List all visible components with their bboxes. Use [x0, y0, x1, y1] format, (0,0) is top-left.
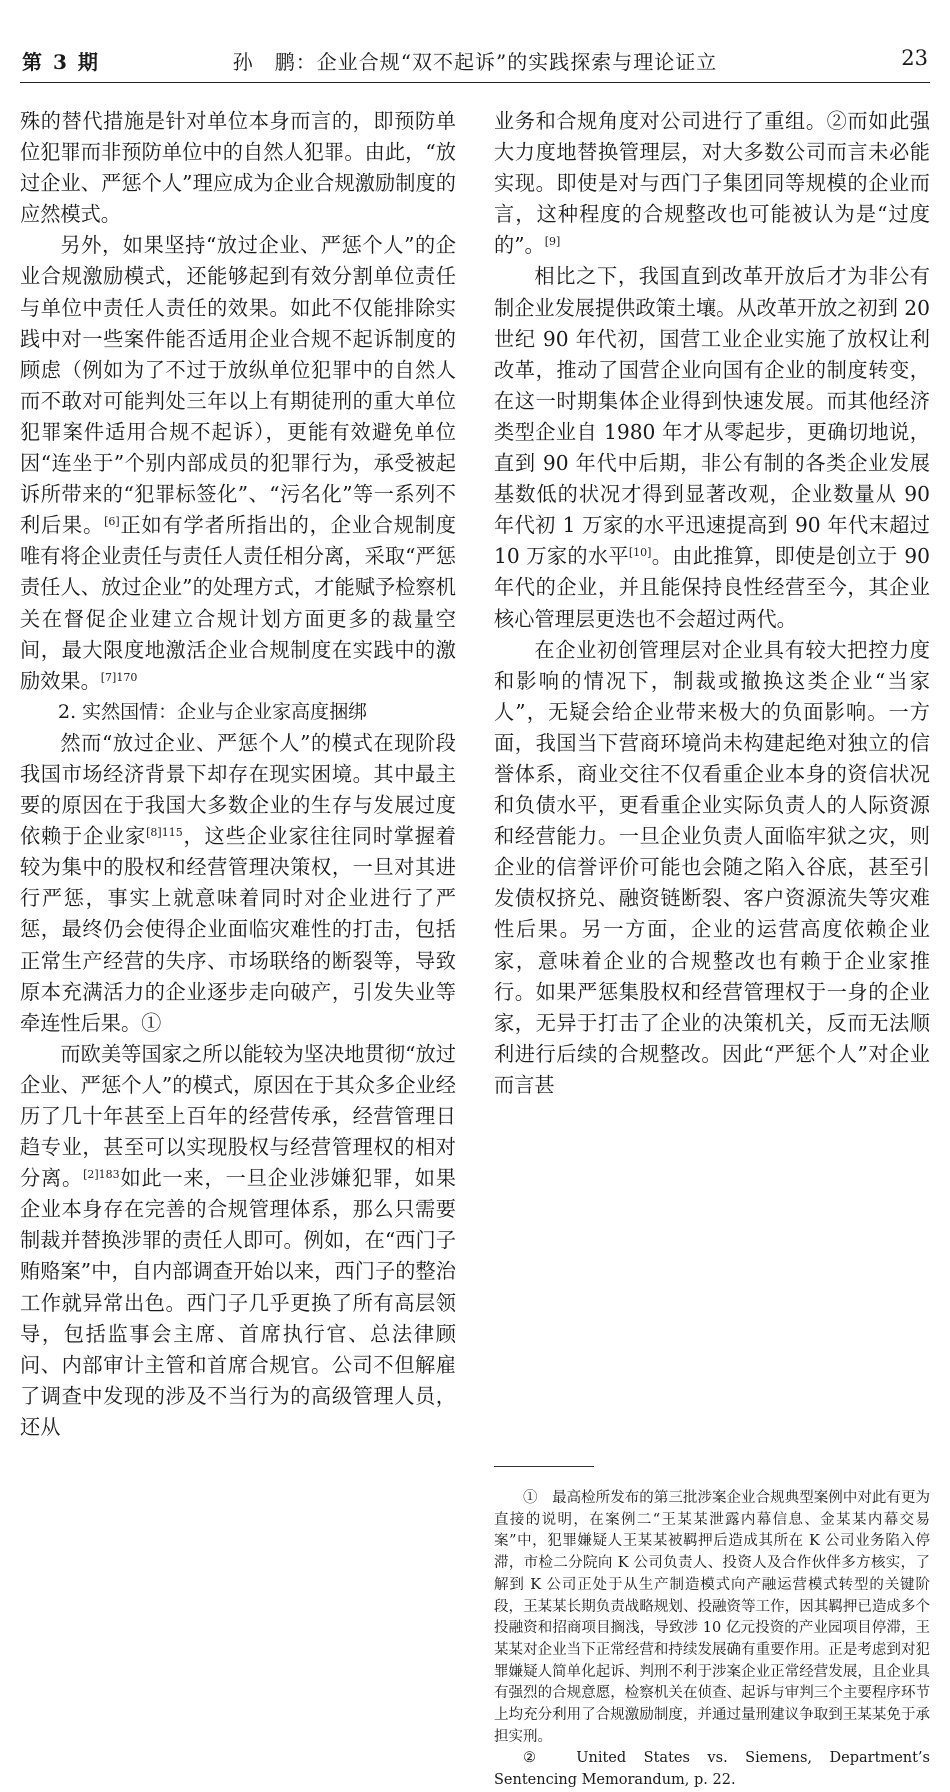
citation: [6]: [104, 515, 120, 529]
running-title: 孙 鹏：企业合规“双不起诉”的实践探索与理论证立: [232, 50, 718, 74]
section-subheading: 2. 实然国情：企业与企业家高度捆绑: [58, 700, 368, 723]
paragraph: 另外，如果坚持“放过企业、严惩个人”的企业合规激励模式，还能够起到有效分割单位责任与单位中责任人责任的效果。如此不仅能排除实践中对一些案件能否适用企业合规不起诉制度的顾虑（例如为了不过于放纵单位犯罪中的自然人而不敢对可能判处三年以上有期徒刑的重大单位犯罪案件适用合规不起诉），更能有效避免单位因“连坐于”个别内部成员的犯罪行为，承受被起诉所带来的“犯罪标签化”、“污名化”等一系列不利后果。[6]正如有学者所指出的，企业合规制度唯有将企业责任与责任人责任相分离，采取“严惩责任人、放过企业”的处理方式，才能赋予检察机关在督促企业建立合规计划方面更多的裁量空间，最大限度地激活企业合规制度在实践中的激励效果。$^{[7]170}$: [20, 233, 456, 693]
running-header: [22, 46, 928, 76]
footnote-marker: ①: [141, 1010, 162, 1035]
paragraph: 而欧美等国家之所以能较为坚决地贯彻“放过企业、严惩个人”的模式，原因在于其众多企业经历了几十年甚至上百年的经营传承，经营管理日趋专业，甚至可以实现股权与经营管理权的相对分离。$^{[2]183}$如此一来，一旦企业涉嫌犯罪，如果企业本身存在完善的合规管理体系，那么只需要制裁并替换涉罪的责任人即可。例如，在“西门子贿赂案”中，自内部调查开始以来，西门子的整治工作就异常出色。西门子几乎更换了所有高层领导，包括监事会主席、首席执行官、总法律顾问、内部审计主管和首席合规官。公司不但解雇了调查中发现的涉及不当行为的高级管理人员，还从: [20, 1041, 456, 1439]
footnote-rule: [494, 1466, 594, 1467]
paragraph: 在企业初创管理层对企业具有较大把控力度和影响的情况下，制裁或撤换这类企业“当家人”，无疑会给企业带来极大的负面影响。一方面，我国当下营商环境尚未构建起绝对独立的信誉体系，商业交往不仅看重企业本身的资信状况和负债水平，更看重企业实际负责人的人际资源和经营能力。一旦企业负责人面临牢狱之灾，则企业的信誉评价可能也会随之陷入谷底，甚至引发债权挤兑、融资链断裂、客户资源流失等灾难性后果。另一方面，企业的运营高度依赖企业家，意味着企业的合规整改也有赖于企业家推行。如果严惩集股权和经营管理权于一身的企业家，无异于打击了企业的决策机关，反而无法顺利进行后续的合规整改。因此“严惩个人”对企业而言甚: [494, 637, 930, 1097]
citation: [9]: [544, 235, 561, 249]
paragraph: 殊的替代措施是针对单位本身而言的，即预防单位犯罪而非预防单位中的自然人犯罪。由此，“放过企业、严惩个人”理应成为企业合规激励制度的应然模式。: [20, 109, 456, 227]
citation: [10]: [628, 546, 652, 560]
paragraph: 相比之下，我国直到改革开放后才为非公有制企业发展提供政策土壤。从改革开放之初到 20 世纪 90 年代初，国营工业企业实施了放权让利改革，推动了国营企业向国有企业的制度转变，在这一时期集体企业得到快速发展。而其他经济类型企业自 1980 年才从零起步，更确切地说，直到 90 年代中后期，非公有制的各类企业发展基数低的状况才得到显著改观，企业数量从 90 年代初 1 万家的水平迅速提高到 90 年代末超过 10 万家的水平[10]。由此推算，即使是创立于 90 年代的企业，并且能保持良性经营至今，其企业核心管理层更迭也不会超过两代。: [494, 264, 930, 631]
issue-number: 第 3 期: [22, 50, 100, 74]
left-column: [20, 106, 456, 1443]
footnote: ② United States vs. Siemens, Department’s Sentencing Memorandum, p. 22.: [494, 1750, 930, 1789]
page-number: 23: [901, 46, 928, 70]
right-column: [494, 106, 930, 1101]
citation: [8]115: [146, 826, 183, 840]
footnotes: [494, 1488, 930, 1792]
paragraph: 然而“放过企业、严惩个人”的模式在现阶段我国市场经济背景下却存在现实困境。其中最主要的原因在于我国大多数企业的生存与发展过度依赖于企业家$^{[8]115}$，这些企业家往往同时掌握着较为集中的股权和经营管理决策权，一旦对其进行严惩，事实上就意味着同时对企业进行了严惩，最终仍会使得企业面临灾难性的打击，包括正常生产经营的失序、市场联络的断裂等，导致原本充满活力的企业逐步走向破产，引发失业等牵连性后果。①: [20, 730, 456, 1035]
header-rule: [20, 82, 930, 83]
citation: [7]170: [100, 670, 138, 684]
footnote-marker: ②: [826, 109, 848, 133]
paragraph: 业务和合规角度对公司进行了重组。②而如此强大力度地替换管理层，对大多数公司而言未必能实现。即使是对与西门子集团同等规模的企业而言，这种程度的合规整改也可能被认为是“过度的”。[9]: [494, 109, 930, 258]
citation: [2]183: [83, 1168, 120, 1182]
footnote: ① 最高检所发布的第三批涉案企业合规典型案例中对此有更为直接的说明，在案例二“王某某泄露内幕信息、金某某内幕交易案”中，犯罪嫌疑人王某某被羁押后造成其所在 K 公司业务陷入停滞，市检二分院向 K 公司负责人、投资人及合作伙伴多方核实，了解到 K 公司正处于从生产制造模式向产融运营模式转型的关键阶段，王某某长期负责战略规划、投融资等工作，因其羁押已造成多个投融资和招商项目搁浅，导致涉 10 亿元投资的产业园项目停滞，王某某对企业当下正常经营和持续发展确有重要作用。正是考虑到对犯罪嫌疑人简单化起诉、判刑不利于涉案企业正常经营发展，且企业具有强烈的合规意愿，检察机关在侦查、起诉与审判三个主要程序环节上均充分利用了合规激励制度，并通过量刑建议争取到王某某免于承担实刑。: [494, 1490, 930, 1745]
